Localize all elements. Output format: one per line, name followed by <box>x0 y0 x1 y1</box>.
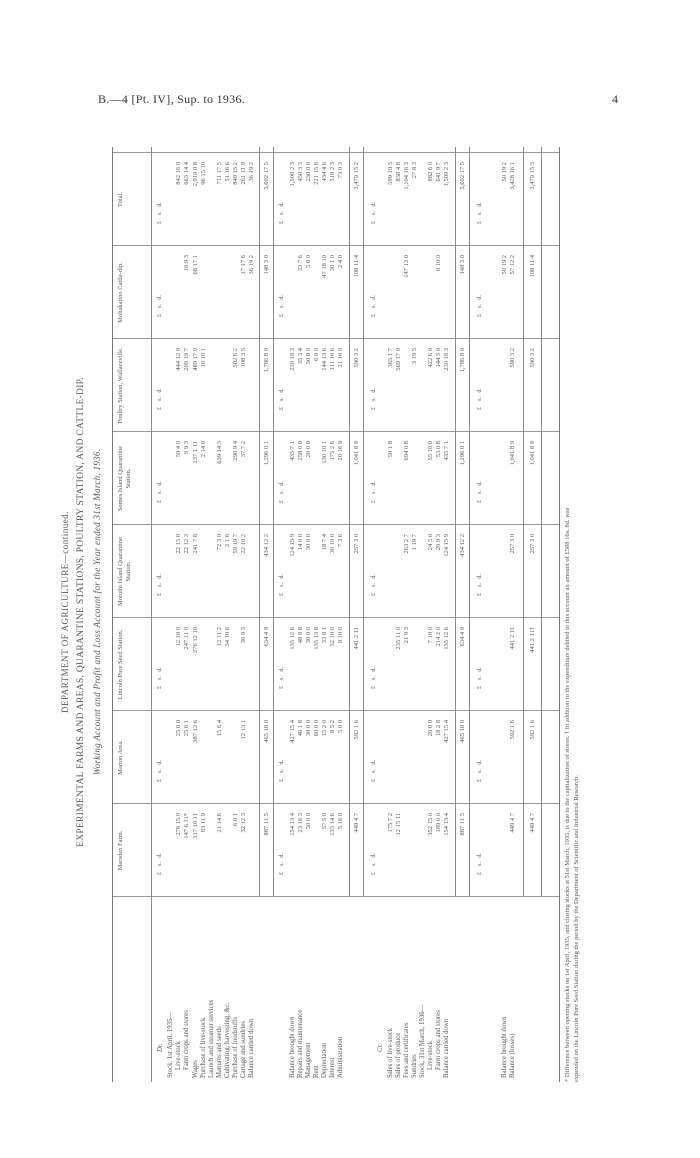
column-header: Lincoln Pure Seed Station. <box>117 629 124 700</box>
table-cell: 214 2 0 <box>435 627 442 647</box>
footnote-1: * Difference between opening stocks on 1st April, 1935, and closing stocks at 31st March, 1935, is due to the capitalization of stores. † In addition to the expenditure debited in this account an amount of £588 16s. 8d. was <box>564 507 571 1082</box>
table-cell: 30 1 0 <box>329 255 336 272</box>
column-rule <box>113 803 559 804</box>
table-cell: 7 10 0 <box>427 627 434 644</box>
unit-header: £ s. d. <box>371 760 377 782</box>
table-cell: 434 12 2 <box>459 534 466 557</box>
total-rule <box>259 147 260 897</box>
table-cell: 20 9 3 <box>435 534 442 551</box>
table-cell: 3,479 15 2 <box>353 162 360 190</box>
header-rule <box>151 147 152 1082</box>
table-cell: 30 9 3 <box>240 627 247 644</box>
table-cell: 32 12 3 <box>240 813 247 833</box>
unit-header: £ s. d. <box>279 388 285 410</box>
table-cell: 22 12 3 <box>183 534 190 554</box>
unit-header: £ s. d. <box>157 667 163 689</box>
unit-header: £ s. d. <box>371 574 377 596</box>
table-cell: 22 10 2 <box>240 534 247 554</box>
total-rule <box>523 147 524 897</box>
table-cell: 23 16 3 <box>297 813 304 833</box>
table-cell: 2 1 6 <box>224 534 231 547</box>
row-label: Purchase of live-stock <box>200 1017 207 1078</box>
table-cell: 147 6 11* <box>183 813 190 839</box>
table-cell: 57 5 0 <box>321 813 328 830</box>
table-cell: 3 19 5 <box>411 348 418 365</box>
unit-header: £ s. d. <box>371 853 377 875</box>
page-number: 4 <box>612 92 618 106</box>
table-cell: 278 15 0 <box>175 813 182 836</box>
row-label: Manures and seeds <box>216 1026 223 1078</box>
unit-header: £ s. d. <box>371 481 377 503</box>
table-cell: 887 11 5 <box>263 813 270 836</box>
table-cell: 257 3 0 <box>353 534 360 554</box>
table-cell: 34 10 6 <box>224 627 231 647</box>
table-cell: 111 10 6 <box>329 348 336 371</box>
table-cell: 882 6 0 <box>427 162 434 182</box>
row-label: Purchase of foodstuffs <box>232 1016 239 1078</box>
table-cell: 83 11 9 <box>200 813 207 833</box>
unit-header: £ s. d. <box>371 295 377 317</box>
row-label: Balance (losses) <box>509 1033 516 1078</box>
row-label: Cr. <box>377 1043 384 1052</box>
table-cell: 133 14 6 <box>329 813 336 836</box>
row-label: Sundries <box>411 1054 418 1078</box>
table-cell: 12 10 0 <box>175 627 182 647</box>
table-cell: 130 10 1 <box>321 441 328 464</box>
table-cell: 5 0 0 <box>305 255 312 268</box>
row-label: Interest <box>329 1057 336 1078</box>
table-cell: 108 11 4 <box>353 255 360 278</box>
table-cell: 641 9 7 <box>435 162 442 182</box>
unit-header: £ s. d. <box>371 202 377 224</box>
table-cell: 20 0 0 <box>305 441 312 458</box>
table-cell: 135 12 6 <box>289 627 296 650</box>
table-cell: 592 1 6 <box>509 720 516 740</box>
row-label: Live-stock <box>427 1040 434 1070</box>
table-cell: 449 4 7 <box>353 813 360 833</box>
unit-header: £ s. d. <box>279 853 285 875</box>
column-rule <box>113 896 559 897</box>
table-cell: 108 11 4 <box>529 255 536 278</box>
table-cell: 290 9 4 <box>232 441 239 461</box>
table-cell: 175 7 2 <box>387 813 394 833</box>
total-rule <box>363 147 364 897</box>
table-cell: 241 7 8 <box>192 534 199 554</box>
row-label: Cultivating, harvesting, &c. <box>224 1002 231 1078</box>
table-cell: 21 14 6 <box>216 813 223 833</box>
table-cell: 12 15 11 <box>395 813 402 836</box>
table-cell: 5 0 0 <box>337 720 344 733</box>
unit-header: £ s. d. <box>157 853 163 875</box>
table-cell: 55 10 0 <box>427 441 434 461</box>
column-header: Somes Island Quarantine Station. <box>117 445 133 512</box>
table-cell: 422 6 0 <box>427 348 434 368</box>
table-cell: 465 18 0 <box>263 720 270 743</box>
table-cell: 59 1 8 <box>387 441 394 458</box>
table-cell: 639 14 3 <box>216 441 223 464</box>
table-cell: 592 1 6 <box>353 720 360 740</box>
table-cell: 9 9 3 <box>183 441 190 454</box>
table-subtitle: Working Account and Profit and Loss Account for the Year ended 31st March, 1936. <box>92 448 102 776</box>
column-header: Total. <box>117 192 124 207</box>
table-cell: 108 3 5 <box>240 348 247 368</box>
table-cell: 449 4 7 <box>529 813 536 833</box>
row-label: Sales of live-stock <box>387 1027 394 1078</box>
table-cell: 838 4 8 <box>395 162 402 182</box>
column-rule <box>113 431 559 432</box>
unit-header: £ s. d. <box>477 667 483 689</box>
table-cell: 387 12 6 <box>192 720 199 743</box>
row-label: Management <box>305 1042 312 1078</box>
unit-header: £ s. d. <box>279 574 285 596</box>
table-cell: 21 9 3 <box>403 627 410 644</box>
unit-header: £ s. d. <box>477 295 483 317</box>
row-label: Balance carried down <box>248 1018 255 1078</box>
unit-header: £ s. d. <box>371 667 377 689</box>
unit-header: £ s. d. <box>477 574 483 596</box>
row-label: Stock, 1st April, 1935— <box>167 1011 174 1078</box>
table-cell: 209 19 7 <box>183 348 190 371</box>
table-cell: 230 0 0 <box>305 162 312 182</box>
table-cell: 590 3 2 <box>529 348 536 368</box>
row-label: Farm crops and stores <box>183 1010 190 1070</box>
footnotes <box>564 152 582 1082</box>
table-cell: 247 11 0 <box>183 627 190 650</box>
table-cell: 30 0 0 <box>305 720 312 737</box>
table-cell: 51 16 6 <box>224 162 231 182</box>
table-cell: 230 18 3 <box>443 348 450 371</box>
table-cell: 237 1 11 <box>192 441 199 464</box>
table-cell: 435 7 1 <box>289 441 296 461</box>
table-cell: 148 3 0 <box>263 255 270 275</box>
table-cell: 25 6 1 <box>183 720 190 737</box>
table-cell: 261 11 9 <box>240 162 247 185</box>
column-rule <box>113 524 559 525</box>
table-cell: 592 1 6 <box>529 720 536 740</box>
table-cell: 441 2 11 <box>509 627 516 650</box>
table-cell: 50 0 0 <box>305 813 312 830</box>
table-cell: 663 14 4 <box>183 162 190 185</box>
unit-header: £ s. d. <box>477 853 483 875</box>
table-cell: 10 10 1 <box>200 348 207 368</box>
table-cell: 711 17 5 <box>216 162 223 185</box>
table-cell: 694 0 8 <box>403 441 410 461</box>
table-cell: 230 18 3 <box>289 348 296 371</box>
table-cell: 46 1 8 <box>297 720 304 737</box>
table-cell: 1,509 2 3 <box>443 162 450 187</box>
table-cell: 18 2 8 <box>435 720 442 737</box>
table-cell: 519 2 3 <box>329 162 336 182</box>
table-cell: 15 2 0 <box>321 720 328 737</box>
table-cell: 7 3 6 <box>337 534 344 547</box>
table-cell: 1,041 8 9 <box>509 441 516 466</box>
table-cell: 124 15 9 <box>289 534 296 557</box>
table-cell: 352 15 0 <box>427 813 434 836</box>
table-cell: 154 13 4 <box>443 813 450 836</box>
row-label: Fees and certificates <box>403 1022 410 1078</box>
unit-header: £ s. d. <box>279 202 285 224</box>
row-label: Balance brought down <box>289 1016 296 1078</box>
table-cell: 449 4 7 <box>509 813 516 833</box>
unit-header: £ s. d. <box>477 388 483 410</box>
table-cell: 147 13 0 <box>403 255 410 278</box>
column-rule <box>113 152 559 153</box>
table-cell: 35 3 4 <box>297 348 304 365</box>
row-label: Balance brought down <box>501 1016 508 1078</box>
table-cell: 317 10 11 <box>192 813 199 839</box>
table-cell: 60 0 0 <box>313 720 320 737</box>
table-cell: 5 16 0 <box>337 813 344 830</box>
table-cell: 590 3 2 <box>509 348 516 368</box>
table-cell: 20 16 9 <box>337 441 344 461</box>
table-cell: 12 13 1 <box>240 720 247 740</box>
table-cell: 189 0 0 <box>435 813 442 833</box>
table-title: EXPERIMENTAL FARMS AND AREAS, QUARANTINE STATIONS, POULTRY STATION, AND CATTLE-DIP. <box>76 377 86 847</box>
unit-header: £ s. d. <box>477 202 483 224</box>
unit-header: £ s. d. <box>157 388 163 410</box>
table-cell: 135 13 8 <box>313 627 320 650</box>
table-cell: 2 14 0 <box>200 441 207 458</box>
table-cell: 59 4 0 <box>175 441 182 458</box>
table-cell: 450 3 3 <box>297 162 304 182</box>
table-cell: 2,019 0 8 <box>192 162 199 187</box>
footnote-2: expended on the Lincoln Pure Seed Station during the period by the Department of Scientific and Industrial Research. <box>572 775 580 1082</box>
table-cell: 590 3 2 <box>353 348 360 368</box>
row-label: Rent <box>313 1065 320 1078</box>
table-cell: 72 3 0 <box>216 534 223 551</box>
column-rule <box>113 245 559 246</box>
table-cell: 0 10 0 <box>435 255 442 272</box>
table-cell: 50 0 0 <box>305 348 312 365</box>
unit-header: £ s. d. <box>279 481 285 503</box>
row-label: Depreciation <box>321 1042 328 1078</box>
row-label: Sales of produce <box>395 1032 402 1078</box>
table-cell: 599 10 5 <box>387 162 394 185</box>
table-cell: 22 15 0 <box>175 534 182 554</box>
table-cell: 135 12 6 <box>443 627 450 650</box>
table-cell: 30 0 0 <box>305 534 312 551</box>
table-cell: 48 8 8 <box>297 627 304 644</box>
table-cell: 569 17 9 <box>395 348 402 371</box>
table-cell: 365 1 7 <box>387 348 394 368</box>
table-cell: 887 11 5 <box>459 813 466 836</box>
table-cell: 175 2 6 <box>329 441 336 461</box>
unit-header: £ s. d. <box>157 481 163 503</box>
total-rule <box>349 147 350 897</box>
table-cell: 30 10 0 <box>329 534 336 554</box>
table-cell: 634 4 9 <box>459 627 466 647</box>
table-cell: 1,786 8 0 <box>263 348 270 373</box>
table-cell: 24 5 0 <box>427 534 434 551</box>
table-cell: 8 5 2 <box>329 720 336 733</box>
unit-header: £ s. d. <box>477 481 483 503</box>
unit-header: £ s. d. <box>371 388 377 410</box>
table-cell: 257 3 0 <box>509 534 516 554</box>
table-cell: 53 0 8 <box>435 441 442 458</box>
table-cell: 444 12 0 <box>175 348 182 371</box>
unit-header: £ s. d. <box>279 295 285 317</box>
row-label: Repairs and maintenance <box>297 1009 304 1078</box>
table-cell: 5,602 17 5 <box>263 162 270 190</box>
total-rule <box>455 147 456 897</box>
table-cell: 144 5 0 <box>435 348 442 368</box>
row-label: Balance carried down <box>443 1018 450 1078</box>
table-cell: 18 7 4 <box>321 534 328 551</box>
table-cell: 434 4 6 <box>321 162 328 182</box>
table-cell: 441 2 11 <box>353 627 360 650</box>
unit-header: £ s. d. <box>157 760 163 782</box>
table-cell: 221 15 8 <box>313 162 320 185</box>
table-cell: 12 11 2 <box>216 627 223 647</box>
table-cell: 30 0 0 <box>305 627 312 644</box>
table-cell: 434 12 2 <box>263 534 270 557</box>
table-cell: 441 2 11† <box>529 627 536 653</box>
table-cell: 1 19 7 <box>411 534 418 551</box>
table-cell: 1,041 8 9 <box>353 441 360 466</box>
column-rule <box>113 338 559 339</box>
table-cell: 148 3 0 <box>459 255 466 275</box>
table-cell: 3,479 15 3 <box>529 162 536 190</box>
table-cell: 276 12 10 <box>192 627 199 653</box>
table-cell: 17 17 6 <box>240 255 247 275</box>
table-cell: 1,041 8 9 <box>529 441 536 466</box>
table-cell: 73 0 3 <box>337 162 344 179</box>
table-cell: 489 17 9 <box>192 348 199 371</box>
column-header: Poultry Station, Wallaceville. <box>117 347 124 424</box>
table-cell: 47 18 10 <box>321 255 328 278</box>
table-cell: 435 7 1 <box>443 441 450 461</box>
table-cell: 427 15 4 <box>289 720 296 743</box>
table-cell: 36 19 2 <box>248 255 255 275</box>
table-cell: 258 0 0 <box>297 441 304 461</box>
table-cell: 37 7 2 <box>240 441 247 458</box>
unit-header: £ s. d. <box>279 760 285 782</box>
table-cell: 50 19 2 <box>501 162 508 182</box>
row-label: Launch and steamer services <box>208 999 215 1078</box>
row-label: Farm crops and stores <box>435 1010 442 1070</box>
row-label: Live-stock <box>175 1040 182 1070</box>
table-cell: 10 9 3 <box>183 255 190 272</box>
table-cell: 1,508 2 3 <box>289 162 296 187</box>
unit-header: £ s. d. <box>279 667 285 689</box>
table-cell: 1,296 0 1 <box>459 441 466 466</box>
table-cell: 235 11 0 <box>395 627 402 650</box>
table-cell: 842 16 0 <box>175 162 182 185</box>
table-cell: 257 3 0 <box>529 534 536 554</box>
table-cell: 59 19 7 <box>232 534 239 554</box>
table-cell: 634 4 9 <box>263 627 270 647</box>
table-cell: 6 0 0 <box>313 348 320 361</box>
column-header: Marton Area. <box>117 740 124 775</box>
table-cell: 502 6 2 <box>232 348 239 368</box>
row-label: Administration <box>337 1036 344 1078</box>
table-cell: 32 10 0 <box>329 627 336 647</box>
page-header: B.—4 [Pt. IV], Sup. to 1936. <box>98 92 246 106</box>
column-header: Marsden Farm. <box>117 830 124 871</box>
table-cell: 96 15 10 <box>200 162 207 185</box>
unit-header: £ s. d. <box>157 295 163 317</box>
table-cell: 427 15 4 <box>443 720 450 743</box>
table-cell: 1,104 16 3 <box>403 162 410 190</box>
table-cell: 21 10 0 <box>337 348 344 368</box>
table-cell: 15 6 4 <box>216 720 223 737</box>
table-cell: 2 4 0 <box>337 255 344 268</box>
table-cell: 33 8 1 <box>321 627 328 644</box>
table-cell: 124 15 9 <box>443 534 450 557</box>
table-cell: 9 10 0 <box>337 627 344 644</box>
account-table <box>112 147 560 1082</box>
rotated-table-page <box>60 142 620 1082</box>
table-cell: 849 15 2 <box>232 162 239 185</box>
table-cell: 68 17 1 <box>192 255 199 275</box>
unit-header: £ s. d. <box>157 574 163 596</box>
table-cell: 25 0 0 <box>175 720 182 737</box>
table-cell: 14 0 0 <box>297 534 304 551</box>
row-label: Dr. <box>157 1043 164 1052</box>
table-cell: 465 18 0 <box>459 720 466 743</box>
unit-header: £ s. d. <box>157 202 163 224</box>
total-rule <box>541 147 542 897</box>
table-cell: 1,786 8 0 <box>459 348 466 373</box>
column-header: Mohakatino Cattle-dip. <box>117 262 124 323</box>
row-label: Stock, 31st March, 1936— <box>419 1004 426 1078</box>
column-rule <box>113 710 559 711</box>
table-cell: 3,428 16 1 <box>509 162 516 190</box>
table-cell: 36 19 2 <box>248 162 255 182</box>
table-cell: 1,296 0 1 <box>263 441 270 466</box>
table-cell: 57 12 2 <box>509 255 516 275</box>
total-rule <box>273 147 274 897</box>
table-cell: 154 13 4 <box>289 813 296 836</box>
row-label: Wages <box>192 1060 199 1078</box>
row-label: Cartage and sundries <box>240 1020 247 1078</box>
table-cell: 27 8 3 <box>411 162 418 179</box>
table-cell: 50 19 2 <box>501 255 508 275</box>
table-cell: 6 0 1 <box>232 813 239 826</box>
column-rule <box>113 617 559 618</box>
table-cell: 263 2 7 <box>403 534 410 554</box>
unit-header: £ s. d. <box>477 760 483 782</box>
total-rule <box>469 147 470 897</box>
table-cell: 5,602 17 5 <box>459 162 466 190</box>
table-cell: 20 0 0 <box>427 720 434 737</box>
table-cell: 33 7 6 <box>297 255 304 272</box>
column-header: Motuihi Island Quarantine Station. <box>117 537 133 606</box>
table-cell: 144 13 6 <box>321 348 328 371</box>
department-heading: DEPARTMENT OF AGRICULTURE—continued. <box>60 511 70 713</box>
